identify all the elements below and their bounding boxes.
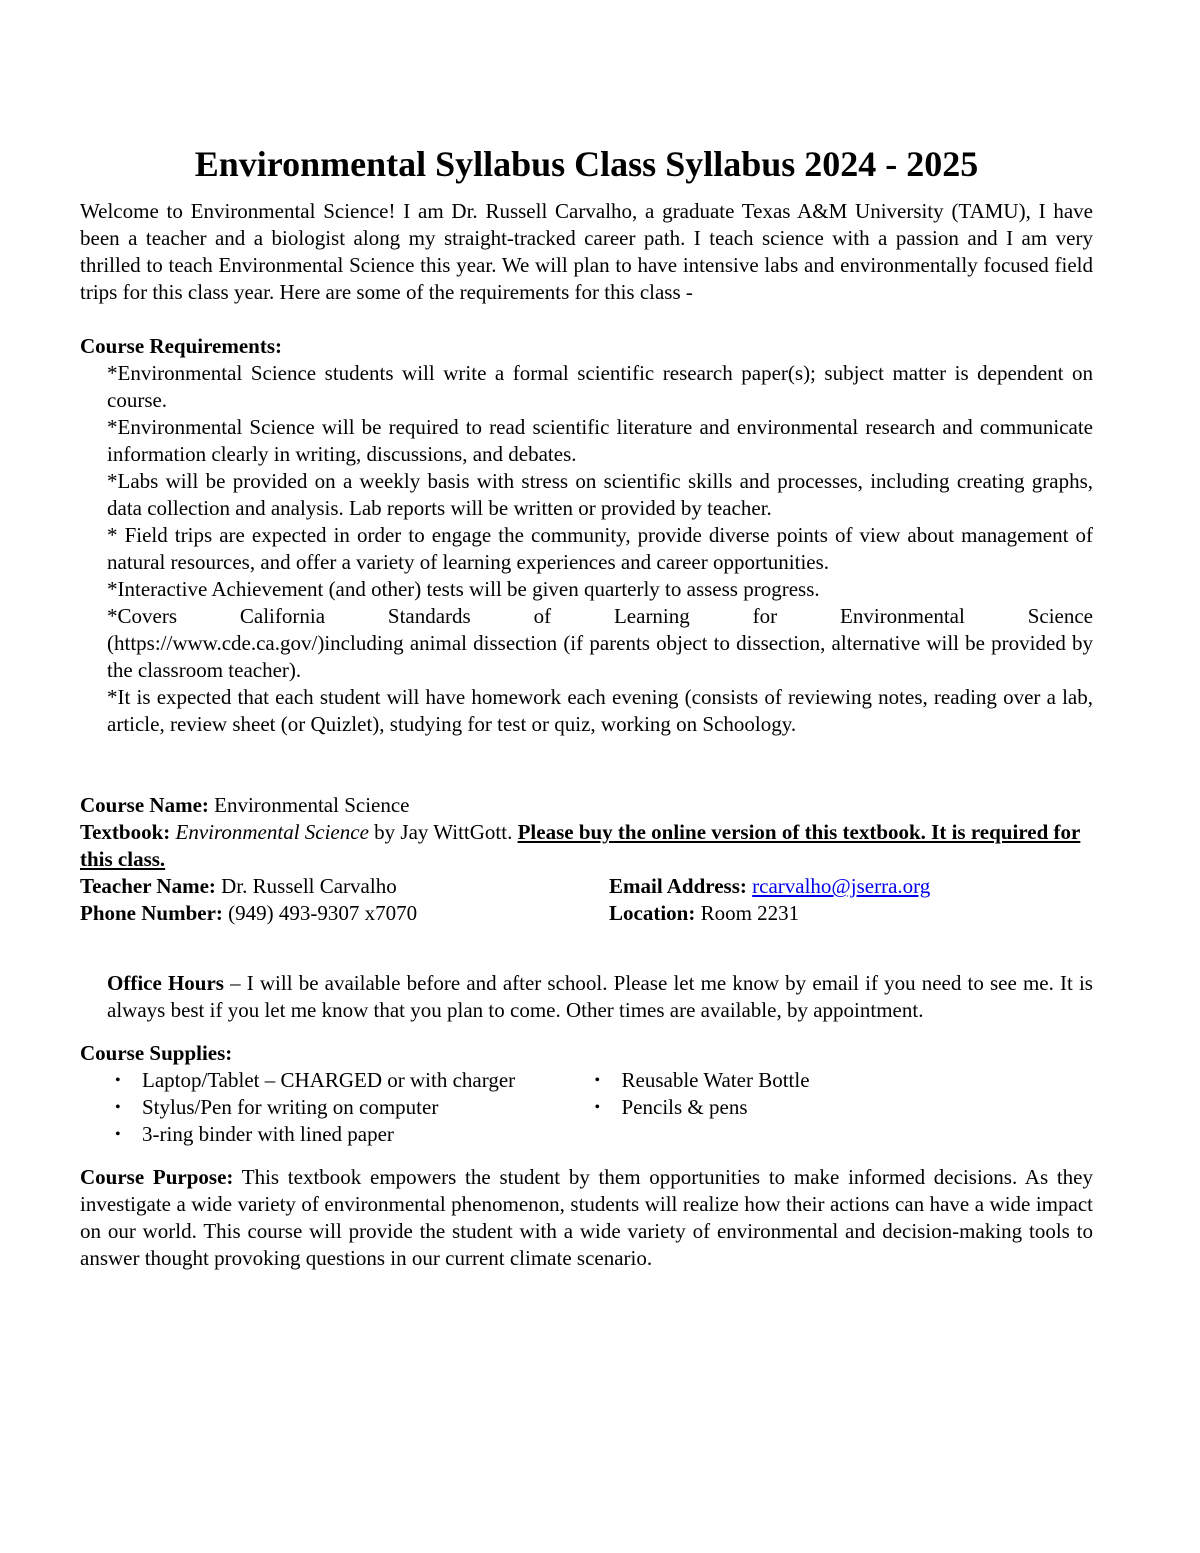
office-hours-text: – I will be available before and after school. Please let me know by email if you need to see me. It is always best if you let me know that you plan to come. Other times are available, by appointment.: [107, 971, 1093, 1022]
requirements-heading: Course Requirements:: [80, 334, 283, 358]
bullet-icon: •: [115, 1072, 121, 1089]
office-hours-label: Office Hours: [107, 971, 224, 995]
phone-label: Phone Number:: [80, 901, 223, 925]
course-name-line: [80, 792, 1093, 819]
course-name-label: Course Name:: [80, 793, 209, 817]
list-item: • Reusable Water Bottle: [587, 1067, 1094, 1094]
email-label: Email Address:: [609, 874, 747, 898]
course-name-value: Environmental Science: [208, 793, 410, 817]
purpose-text: This textbook empowers the student by them opportunities to make informed decisions. As they investigate a wide variety of environmental phenomenon, students will realize how their actions can have a wide impact on our world. This course will provide the student with a wide variety of environmental and decision-making tools to answer thought provoking questions in our current climate scenario.: [80, 1165, 1093, 1270]
requirement-item: *Covers California Standards of Learning for Environmental Science: [107, 604, 1093, 628]
teacher-value: Dr. Russell Carvalho: [215, 874, 397, 898]
location-value: Room 2231: [695, 901, 800, 925]
textbook-label: Textbook:: [80, 820, 171, 844]
page-title: Environmental Syllabus Class Syllabus 2024 - 2025: [194, 144, 979, 184]
requirement-item: *It is expected that each student will have homework each evening (consists of reviewing notes, reading over a lab, article, review sheet (or Quizlet), studying for test or quiz, working on Schoology.: [107, 685, 1093, 736]
location-label: Location:: [609, 901, 696, 925]
bullet-icon: •: [594, 1072, 601, 1089]
supplies-right-column: [587, 1067, 1094, 1148]
intro-paragraph: Welcome to Environmental Science! I am Dr. Russell Carvalho, a graduate Texas A&M University (TAMU), I have been a teacher and a biologist along my straight-tracked career path. I teach science with a passion and I am very thrilled to teach Environmental Science this year. We will plan to have intensive labs and environmentally focused field trips for this class year. Here are some of the requirements for this class -: [80, 199, 1093, 304]
supplies-left-column: [80, 1067, 587, 1148]
requirement-item: *Labs will be provided on a weekly basis with stress on scientific skills and processes, including creating graphs, data collection and analysis. Lab reports will be written or provided by teacher.: [107, 469, 1093, 520]
syllabus-page: [80, 140, 1093, 1272]
requirement-item: (https://www.cde.ca.gov/)including animal dissection (if parents object to dissection, alternative will be provided by the classroom teacher).: [107, 631, 1093, 682]
requirement-item: *Environmental Science students will write a formal scientific research paper(s); subject matter is dependent on course.: [107, 361, 1093, 412]
requirement-item: *Interactive Achievement (and other) tests will be given quarterly to assess progress.: [107, 577, 820, 601]
textbook-author: by Jay WittGott.: [368, 820, 518, 844]
supplies-heading: Course Supplies:: [80, 1041, 233, 1065]
phone-row: [80, 900, 1093, 927]
list-item: • Stylus/Pen for writing on computer: [80, 1094, 587, 1121]
list-item: • 3-ring binder with lined paper: [80, 1121, 587, 1148]
bullet-icon: •: [115, 1099, 121, 1116]
bullet-icon: •: [594, 1099, 601, 1116]
course-purpose: [80, 1164, 1093, 1272]
teacher-row: [80, 873, 1093, 900]
requirements-list: [107, 360, 1093, 738]
list-item: • Pencils & pens: [587, 1094, 1094, 1121]
course-info: [80, 792, 1093, 927]
phone-value: (949) 493-9307 x7070: [222, 901, 418, 925]
textbook-line: [80, 819, 1093, 873]
textbook-note: Please buy the online version of this textbook. It is required for this class.: [80, 820, 1081, 871]
course-supplies: [80, 1040, 1093, 1148]
requirement-item: *Environmental Science will be required to read scientific literature and environmental research and communicate information clearly in writing, discussions, and debates.: [107, 415, 1093, 466]
requirement-item: * Field trips are expected in order to engage the community, provide diverse points of view about management of natural resources, and offer a variety of learning experiences and career opportunities.: [107, 523, 1093, 574]
list-item: • Laptop/Tablet – CHARGED or with charger: [80, 1067, 587, 1094]
email-link[interactable]: rcarvalho@jserra.org: [752, 874, 931, 898]
purpose-label: Course Purpose:: [80, 1165, 234, 1189]
textbook-title: Environmental Science: [175, 820, 369, 844]
bullet-icon: •: [115, 1126, 121, 1143]
teacher-label: Teacher Name:: [80, 874, 216, 898]
office-hours: [107, 970, 1093, 1024]
